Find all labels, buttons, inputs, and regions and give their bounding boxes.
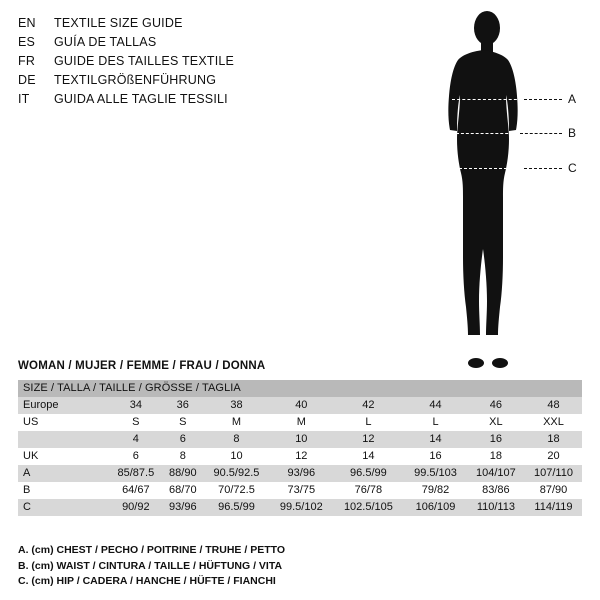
table-header-label: SIZE / TALLA / TAILLE / GRÖSSE / TAGLIA — [18, 380, 582, 397]
measure-line-hip-inner — [454, 168, 522, 169]
table-cell: 70/72.5 — [203, 482, 270, 499]
table-cell: 36 — [163, 397, 203, 414]
size-table — [18, 380, 582, 516]
table-row — [18, 482, 582, 499]
table-cell: 88/90 — [163, 465, 203, 482]
title-lang-code: IT — [18, 92, 30, 106]
table-cell: 85/87.5 — [109, 465, 163, 482]
title-lang-code: DE — [18, 73, 36, 87]
row-label: A — [18, 465, 109, 482]
table-cell: 38 — [203, 397, 270, 414]
table-cell: S — [109, 414, 163, 431]
table-cell: S — [163, 414, 203, 431]
table-cell: 83/86 — [467, 482, 525, 499]
table-cell: XXL — [525, 414, 582, 431]
measure-label-a: A — [568, 92, 577, 106]
table-row — [18, 499, 582, 516]
table-cell: 20 — [525, 448, 582, 465]
table-row — [18, 431, 582, 448]
table-cell: 104/107 — [467, 465, 525, 482]
table-cell: 14 — [404, 431, 467, 448]
title-lang-code: EN — [18, 16, 36, 30]
table-cell: L — [333, 414, 405, 431]
female-silhouette-icon — [418, 6, 588, 376]
legend-item-hip: C. (cm) HIP / CADERA / HANCHE / HÜFTE / FIANCHI — [18, 575, 276, 587]
table-cell: 96.5/99 — [203, 499, 270, 516]
row-label: Europe — [18, 397, 109, 414]
table-cell: 68/70 — [163, 482, 203, 499]
table-row — [18, 414, 582, 431]
section-heading: WOMAN / MUJER / FEMME / FRAU / DONNA — [18, 360, 266, 372]
table-cell: 96.5/99 — [333, 465, 405, 482]
measure-label-c: C — [568, 161, 577, 175]
measure-line-waist-outer — [520, 133, 562, 134]
legend-item-waist: B. (cm) WAIST / CINTURA / TAILLE / HÜFTUNG / VITA — [18, 559, 283, 572]
female-body-figure — [418, 6, 588, 376]
table-row — [18, 397, 582, 414]
table-cell: 107/110 — [525, 465, 582, 482]
title-text: GUIDE DES TAILLES TEXTILE — [54, 54, 235, 68]
legend-block — [18, 543, 285, 590]
table-cell: 90/92 — [109, 499, 163, 516]
table-cell: 12 — [270, 448, 333, 465]
table-cell: 16 — [467, 431, 525, 448]
table-cell: 12 — [333, 431, 405, 448]
title-text: TEXTILE SIZE GUIDE — [54, 16, 183, 30]
measure-line-chest-inner — [452, 99, 522, 100]
title-text: GUÍA DE TALLAS — [54, 35, 157, 49]
row-label: B — [18, 482, 109, 499]
table-cell: 106/109 — [404, 499, 467, 516]
table-cell: 44 — [404, 397, 467, 414]
title-lang-code: FR — [18, 54, 36, 68]
table-cell: 16 — [404, 448, 467, 465]
table-cell: 34 — [109, 397, 163, 414]
table-cell: 76/78 — [333, 482, 405, 499]
table-cell: 18 — [467, 448, 525, 465]
title-row — [18, 33, 358, 52]
row-label: US — [18, 414, 109, 431]
table-cell: 6 — [163, 431, 203, 448]
table-cell: 79/82 — [404, 482, 467, 499]
table-cell: 87/90 — [525, 482, 582, 499]
table-cell: 99.5/102 — [270, 499, 333, 516]
table-cell: 99.5/103 — [404, 465, 467, 482]
table-cell: 48 — [525, 397, 582, 414]
measure-line-chest-outer — [524, 99, 562, 100]
row-label: UK — [18, 448, 109, 465]
title-row — [18, 71, 358, 90]
table-cell: L — [404, 414, 467, 431]
title-block — [18, 14, 358, 109]
title-lang-code: ES — [18, 35, 36, 49]
table-cell: 64/67 — [109, 482, 163, 499]
row-label — [18, 431, 109, 448]
table-cell: 42 — [333, 397, 405, 414]
table-cell: M — [203, 414, 270, 431]
table-cell: 18 — [525, 431, 582, 448]
table-cell: 10 — [270, 431, 333, 448]
title-row — [18, 14, 358, 33]
table-cell: 90.5/92.5 — [203, 465, 270, 482]
table-row — [18, 465, 582, 482]
measure-line-waist-inner — [456, 133, 518, 134]
measure-line-hip-outer — [524, 168, 562, 169]
table-cell: 114/119 — [525, 499, 582, 516]
table-cell: 46 — [467, 397, 525, 414]
table-cell: 6 — [109, 448, 163, 465]
title-text: TEXTILGRÖßENFÜHRUNG — [54, 73, 217, 87]
table-cell: 4 — [109, 431, 163, 448]
legend-item-chest: A. (cm) CHEST / PECHO / POITRINE / TRUHE / PETTO — [18, 544, 286, 556]
row-label: C — [18, 499, 109, 516]
table-cell: XL — [467, 414, 525, 431]
table-cell: 110/113 — [467, 499, 525, 516]
table-row — [18, 448, 582, 465]
table-cell: 40 — [270, 397, 333, 414]
table-cell: 8 — [203, 431, 270, 448]
table-cell: 14 — [333, 448, 405, 465]
title-row — [18, 52, 358, 71]
table-cell: 102.5/105 — [333, 499, 405, 516]
table-cell: 10 — [203, 448, 270, 465]
table-cell: M — [270, 414, 333, 431]
title-row — [18, 90, 358, 109]
table-header-row — [18, 380, 582, 397]
table-cell: 73/75 — [270, 482, 333, 499]
table-cell: 93/96 — [270, 465, 333, 482]
table-cell: 8 — [163, 448, 203, 465]
title-text: GUIDA ALLE TAGLIE TESSILI — [54, 92, 228, 106]
table-cell: 93/96 — [163, 499, 203, 516]
measure-label-b: B — [568, 126, 577, 140]
